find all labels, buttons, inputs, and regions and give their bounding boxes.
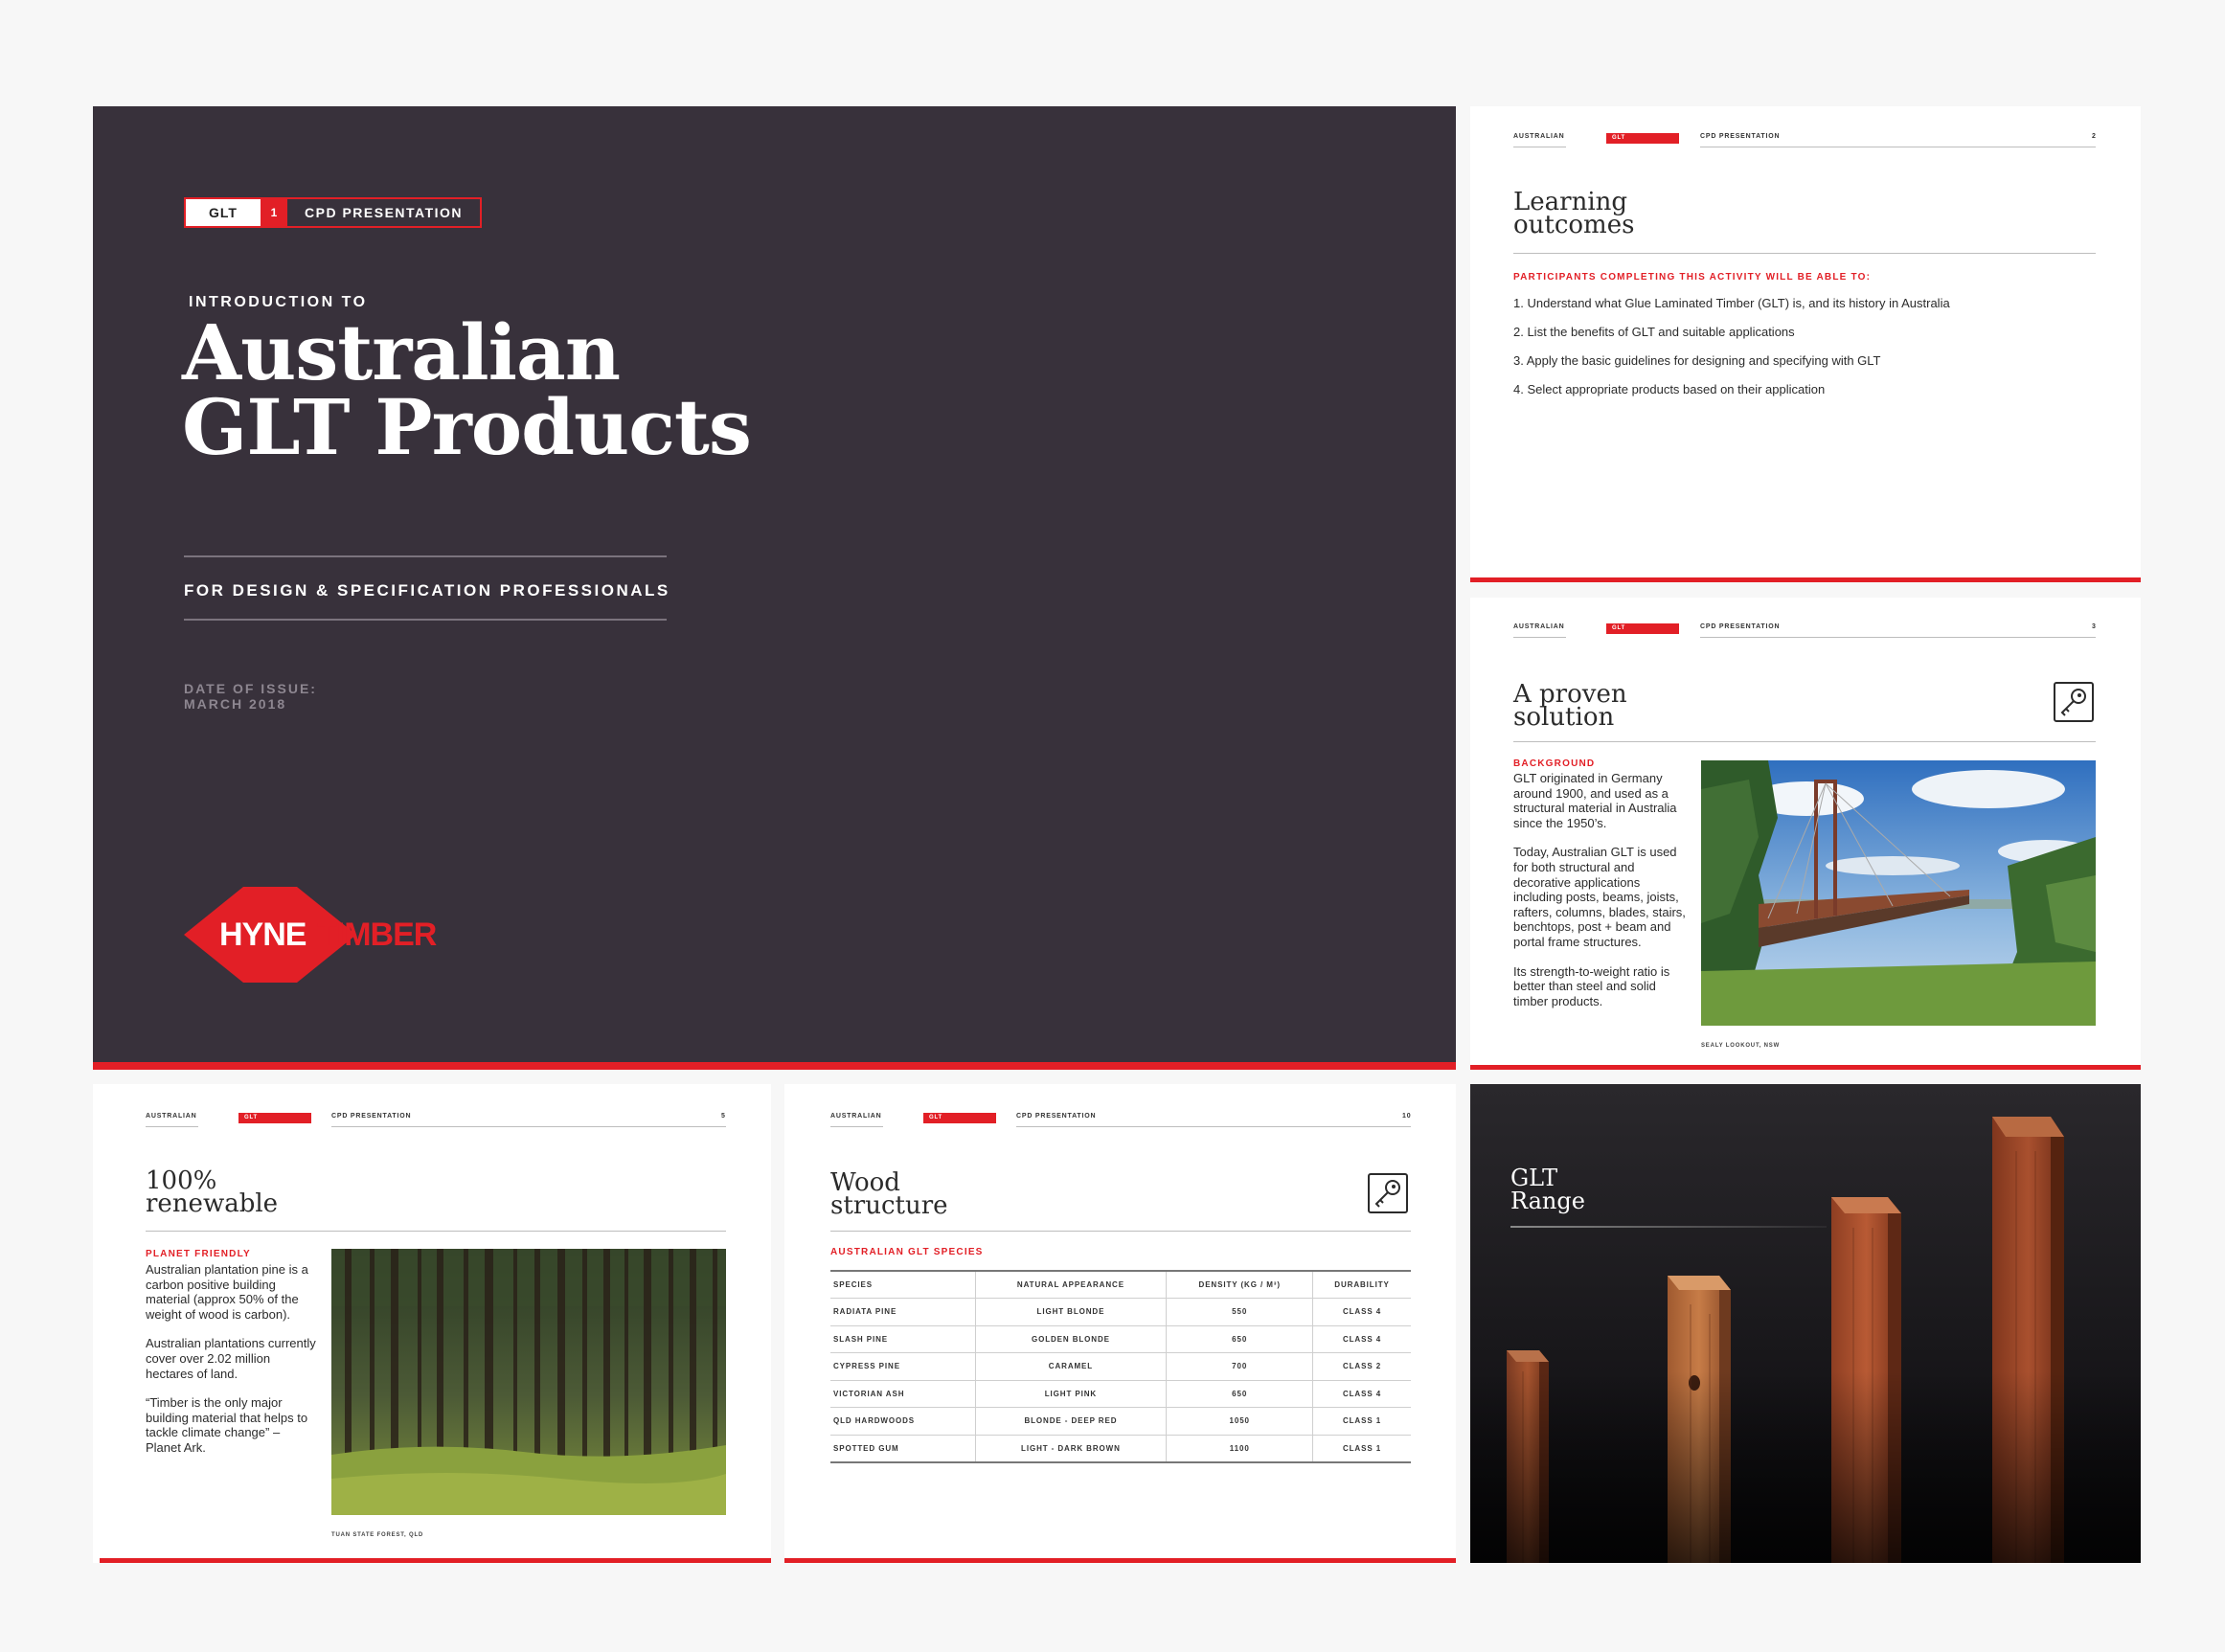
photo-caption: TUAN STATE FOREST, QLD (331, 1532, 424, 1538)
paragraph: Today, Australian GLT is used for both structural and decorative applications including posts, beams, joists, rafters, columns, blades, stairs, benchtops, post + beam and portal frame structures. (1513, 845, 1686, 949)
cpd-tag (184, 197, 482, 228)
header-cpd: CPD PRESENTATION (1700, 623, 1781, 630)
header-australian: AUSTRALIAN (146, 1113, 197, 1120)
header-glt-tag: GLT (1606, 133, 1679, 144)
paragraph: Australian plantation pine is a carbon positive building material (approx 50% of the weight of wood is carbon). (146, 1262, 308, 1322)
slide-title: Learning outcomes (1513, 188, 1635, 239)
header-page-number: 5 (721, 1113, 726, 1120)
column-header: SPECIES (830, 1271, 975, 1299)
tag-cpd: CPD PRESENTATION (305, 205, 464, 220)
table-header-row (830, 1271, 1411, 1299)
slide-title: 100% renewable (146, 1166, 279, 1218)
paragraph: Its strength-to-weight ratio is better than steel and solid timber products. (1513, 963, 1670, 1008)
column-header: NATURAL APPEARANCE (975, 1271, 1167, 1299)
logo-word-hyne: HYNE (219, 917, 307, 953)
table-row: RADIATA PINE LIGHT BLONDE 550 CLASS 4 (830, 1299, 1411, 1326)
renewable-slide (93, 1084, 771, 1563)
body-text (146, 1262, 318, 1470)
tag-number: 1 (261, 199, 287, 226)
list-item: 3. Apply the basic guidelines for designing and specifying with GLT (1513, 353, 1881, 368)
slide-subtitle: PLANET FRIENDLY (146, 1249, 251, 1259)
header-australian: AUSTRALIAN (1513, 133, 1565, 140)
paragraph: GLT originated in Germany around 1900, and used as a structural material in Australia since the 1950’s. (1513, 771, 1677, 830)
heading-line-1: Australian (182, 307, 620, 397)
list-item: 2. List the benefits of GLT and suitable applications (1513, 325, 1795, 339)
header-glt-tag: GLT (1606, 623, 1679, 634)
wood-structure-slide (784, 1084, 1456, 1563)
hyne-timber-logo (184, 887, 471, 983)
slide-title: A proven solution (1513, 680, 1627, 732)
pine-forest-photo (331, 1249, 726, 1515)
table-row: VICTORIAN ASH LIGHT PINK 650 CLASS 4 (830, 1380, 1411, 1408)
date-value: MARCH 2018 (184, 696, 287, 712)
title-divider (830, 1231, 1411, 1232)
glt-range-slide (1470, 1084, 2141, 1563)
slide-header (1470, 623, 2141, 643)
slide-subtitle: AUSTRALIAN GLT SPECIES (830, 1247, 984, 1257)
paragraph: “Timber is the only major building material that helps to tackle climate change” – Planet Ark. (146, 1395, 308, 1455)
header-cpd: CPD PRESENTATION (1016, 1113, 1097, 1120)
header-page-number: 2 (2092, 133, 2097, 140)
header-page-number: 3 (2092, 623, 2097, 630)
list-item: 4. Select appropriate products based on their application (1513, 382, 1826, 396)
date-of-issue (184, 681, 317, 712)
slide-subtitle: BACKGROUND (1513, 758, 1596, 769)
header-cpd: CPD PRESENTATION (1700, 133, 1781, 140)
red-band (784, 1558, 1456, 1563)
title-slide (93, 106, 1456, 1070)
key-icon (1368, 1173, 1408, 1213)
species-table (830, 1270, 1411, 1463)
table-row: SLASH PINE GOLDEN BLONDE 650 CLASS 4 (830, 1325, 1411, 1353)
table-row: QLD HARDWOODS BLONDE - DEEP RED 1050 CLASS 1 (830, 1408, 1411, 1436)
red-band (1470, 1065, 2141, 1070)
paragraph: Australian plantations currently cover over 2.02 million hectares of land. (146, 1336, 316, 1381)
audience-label: FOR DESIGN & SPECIFICATION PROFESSIONALS (184, 581, 670, 600)
title-divider (1510, 1226, 1827, 1228)
title-divider (1513, 741, 2096, 742)
slide-header (93, 1113, 771, 1132)
header-australian: AUSTRALIAN (830, 1113, 882, 1120)
lookout-bridge-photo (1701, 760, 2096, 1026)
header-page-number: 10 (1402, 1113, 1412, 1120)
red-band (100, 1558, 771, 1563)
table-row: SPOTTED GUM LIGHT - DARK BROWN 1100 CLASS 1 (830, 1435, 1411, 1462)
tag-glt: GLT (186, 199, 261, 226)
slide-header (784, 1113, 1456, 1132)
red-band (93, 1062, 1456, 1070)
learning-outcomes-slide (1470, 106, 2141, 582)
photo-caption: SEALY LOOKOUT, NSW (1701, 1043, 1781, 1049)
heading-line-2: GLT Products (182, 382, 751, 472)
slide-title: Wood structure (830, 1168, 948, 1220)
date-label: DATE OF ISSUE: (184, 681, 317, 696)
outcomes-list (1513, 296, 1950, 411)
header-glt-tag: GLT (238, 1113, 311, 1123)
main-heading (182, 307, 751, 472)
intro-label: INTRODUCTION TO (189, 294, 368, 310)
slide-title: GLT Range (1510, 1165, 1585, 1214)
key-icon (2054, 682, 2094, 722)
body-text (1513, 771, 1691, 1023)
title-divider (1513, 253, 2096, 254)
divider-top (184, 555, 667, 557)
column-header: DURABILITY (1313, 1271, 1411, 1299)
header-cpd: CPD PRESENTATION (331, 1113, 412, 1120)
header-australian: AUSTRALIAN (1513, 623, 1565, 630)
proven-solution-slide (1470, 598, 2141, 1070)
column-header: DENSITY (KG / M³) (1167, 1271, 1313, 1299)
logo-word-timber: TIMBER (317, 917, 437, 953)
list-item: 1. Understand what Glue Laminated Timber (GLT) is, and its history in Australia (1513, 296, 1950, 310)
title-divider (146, 1231, 726, 1232)
red-band (1470, 577, 2141, 582)
divider-bottom (184, 619, 667, 621)
timber-columns-image (1470, 1084, 2141, 1563)
header-glt-tag: GLT (923, 1113, 996, 1123)
table-row: CYPRESS PINE CARAMEL 700 CLASS 2 (830, 1353, 1411, 1381)
slide-header (1470, 133, 2141, 152)
slide-subtitle: PARTICIPANTS COMPLETING THIS ACTIVITY WILL BE ABLE TO: (1513, 272, 1872, 283)
